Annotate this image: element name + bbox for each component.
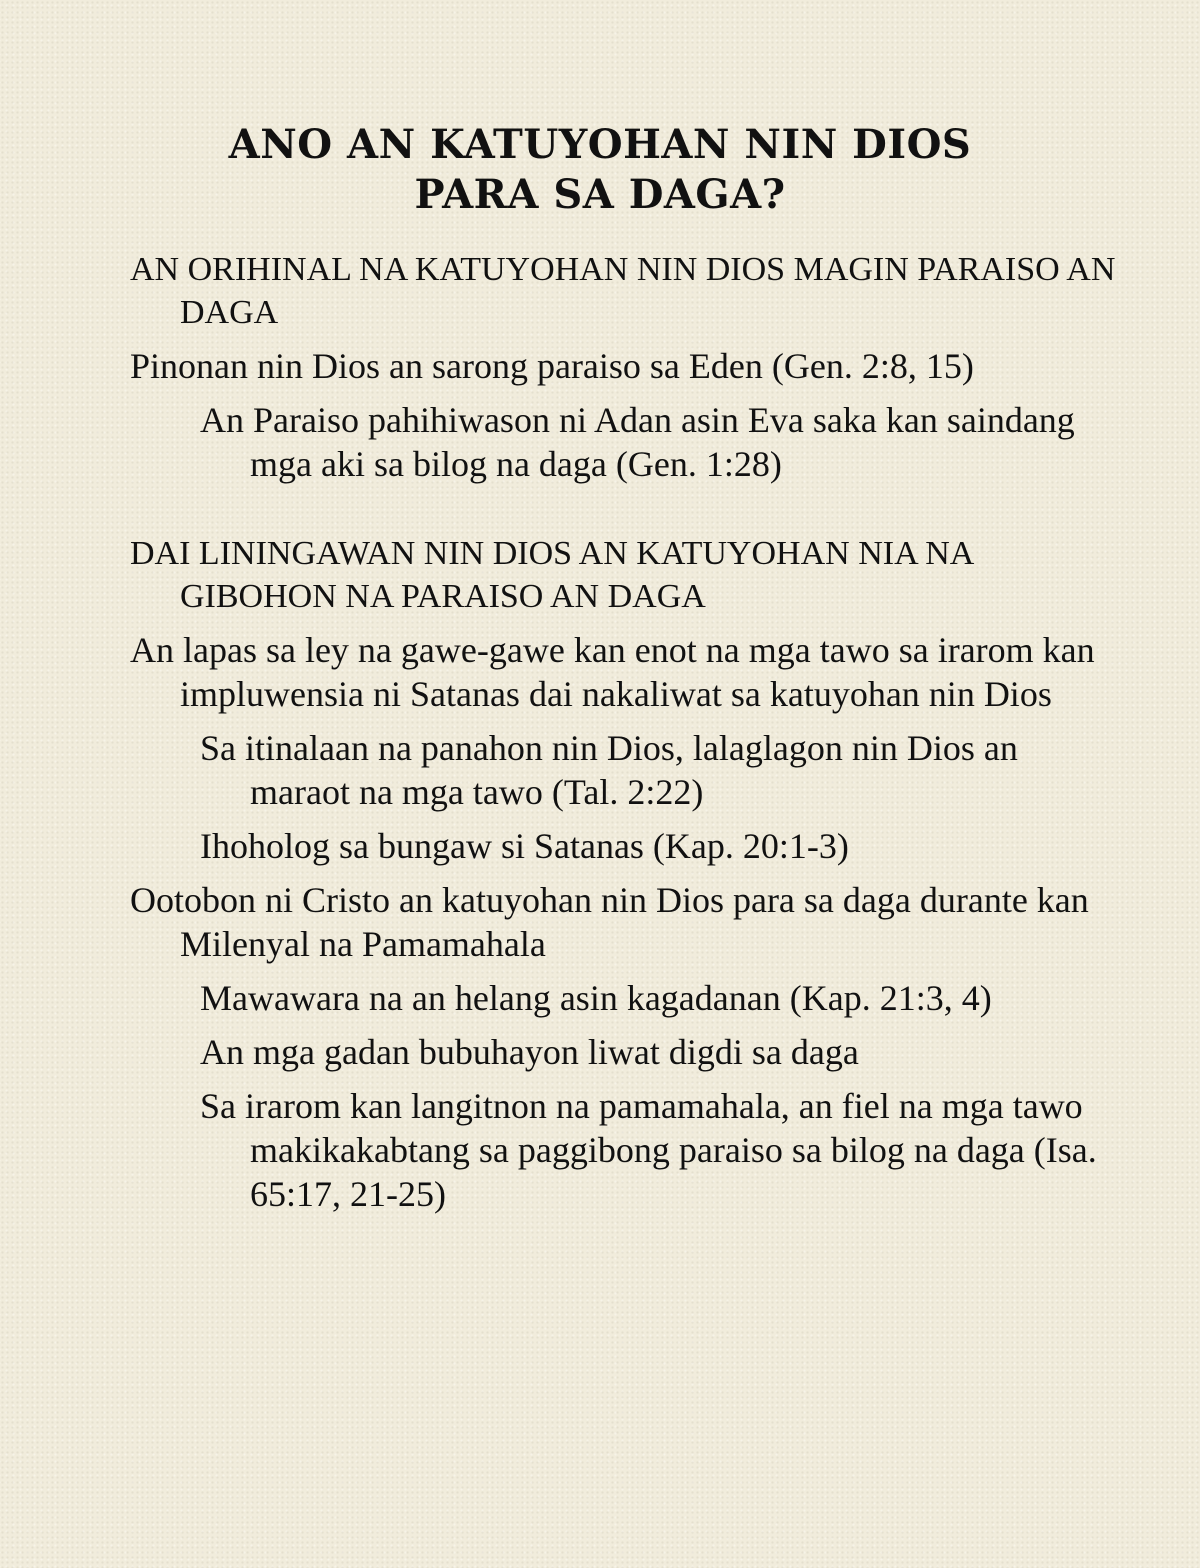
outline-subpoint: Ihoholog sa bungaw si Satanas (Kap. 20:1-3) [200, 826, 849, 866]
outline-point: Pinonan nin Dios an sarong paraiso sa Eden (Gen. 2:8, 15) [130, 346, 974, 386]
title-line-2: PARA SA DAGA? [414, 171, 786, 218]
section-heading-2: DAI LININGAWAN NIN DIOS AN KATUYOHAN NIA NA GIBOHON NA PARAISO AN DAGA [130, 535, 973, 615]
title-line-1: ANO AN KATUYOHAN NIN DIOS [228, 121, 972, 168]
outline-point: Ootobon ni Cristo an katuyohan nin Dios para sa daga durante kan Milenyal na Pamamahala [130, 880, 1089, 964]
outline-point: An lapas sa ley na gawe-gawe kan enot na mga tawo sa irarom kan impluwensia ni Satanas dai nakaliwat sa katuyohan nin Dios [130, 630, 1095, 714]
outline-subpoint: Mawawara na an helang asin kagadanan (Kap. 21:3, 4) [200, 978, 992, 1018]
outline-subpoint: An Paraiso pahihiwason ni Adan asin Eva saka kan saindang mga aki sa bilog na daga (Gen. 1:28) [200, 400, 1075, 484]
section-heading-1: AN ORIHINAL NA KATUYOHAN NIN DIOS MAGIN PARAISO AN DAGA [130, 251, 1116, 331]
page-title [0, 120, 1200, 220]
outline-subpoint: Sa itinalaan na panahon nin Dios, lalaglagon nin Dios an maraot na mga tawo (Tal. 2:22) [200, 728, 1018, 812]
outline-subpoint: An mga gadan bubuhayon liwat digdi sa daga [200, 1032, 859, 1072]
outline-subpoint: Sa irarom kan langitnon na pamamahala, an fiel na mga tawo makikakabtang sa paggibong paraiso sa bilog na daga (Isa. 65:17, 21-25) [200, 1086, 1097, 1214]
outline [130, 248, 1120, 1216]
